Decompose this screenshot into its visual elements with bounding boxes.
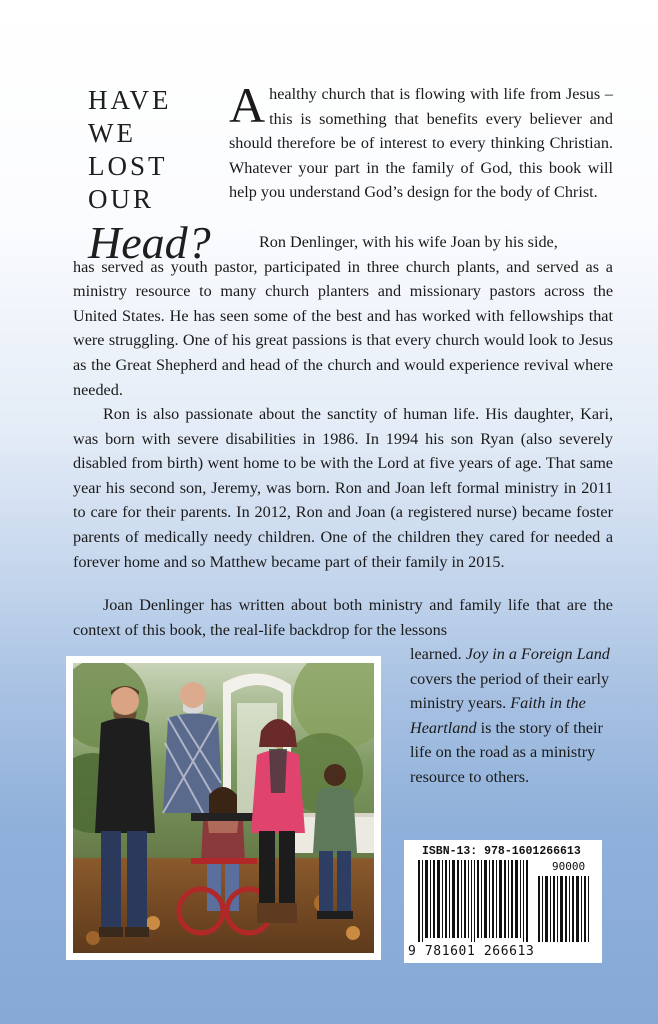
intro-paragraph xyxy=(229,77,613,205)
books-tail: is the story of their life on the road as a ministry resource to others. xyxy=(410,718,603,786)
title-line-3: LOST xyxy=(88,151,168,181)
books-mid: covers the period of their early ministry years. xyxy=(410,669,610,713)
title-line-4: OUR xyxy=(88,184,155,214)
intro-paragraph-text: healthy church that is flowing with life from Jesus – this is something that benefits every believer and should therefore be of interest to every thinking Christian. Whatever your part in the family of God, this book will help you understand God’s design for the body of Christ. xyxy=(229,85,613,202)
family-paragraph: Ron is also passionate about the sanctity of human life. His daughter, Kari, was born with severe disabilities in 1986. In 1994 his son Ryan (also severely disabled from birth) went home to be with the Lord at five years of age. That same year his second son, Jeremy, was born. Ron and Joan left formal ministry in 2011 to care for their parents. In 2012, Ron and Joan (a registered nurse) became foster parents of medically needy children. One of the children they cared for needed a forever home and so Matthew became part of their family in 2015. xyxy=(73,405,613,571)
title-line-1: HAVE xyxy=(88,85,172,115)
isbn-label: ISBN-13: 978-1601266613 xyxy=(422,845,581,858)
title-emphasis: Head? xyxy=(88,217,211,268)
book-title-joy: Joy in a Foreign Land xyxy=(465,645,610,663)
addon-digits: 90000 xyxy=(552,860,586,873)
drop-cap: A xyxy=(229,77,266,133)
book-title-faith: Faith in the Heartland xyxy=(410,694,586,737)
books-lead: learned. xyxy=(410,645,462,663)
title-line-2: WE xyxy=(88,118,136,148)
bio-paragraph-text: has served as youth pastor, participated in three church plants, and served as a ministry resource to many church planters and missionary pastors across the United States. He has seen some of the best and has worked with fellowships that were struggling. One of his great passions is that every church would look to Jesus as the Great Shepherd and head of the church and would experience revival where needed. xyxy=(73,257,613,399)
family-photo xyxy=(66,656,381,960)
bio-paragraph-lead: Ron Denlinger, with his wife Joan by his side, xyxy=(259,233,558,251)
ean-digits: 9 781601 266613 xyxy=(408,944,535,959)
isbn-barcode xyxy=(404,840,602,963)
books-paragraph xyxy=(410,642,613,790)
family-photo-image xyxy=(73,663,374,953)
author-paragraph: Joan Denlinger has written about both ministry and family life that are the context of this book, the real-life backdrop for the lessons xyxy=(73,596,613,639)
bio-paragraph xyxy=(73,230,613,402)
